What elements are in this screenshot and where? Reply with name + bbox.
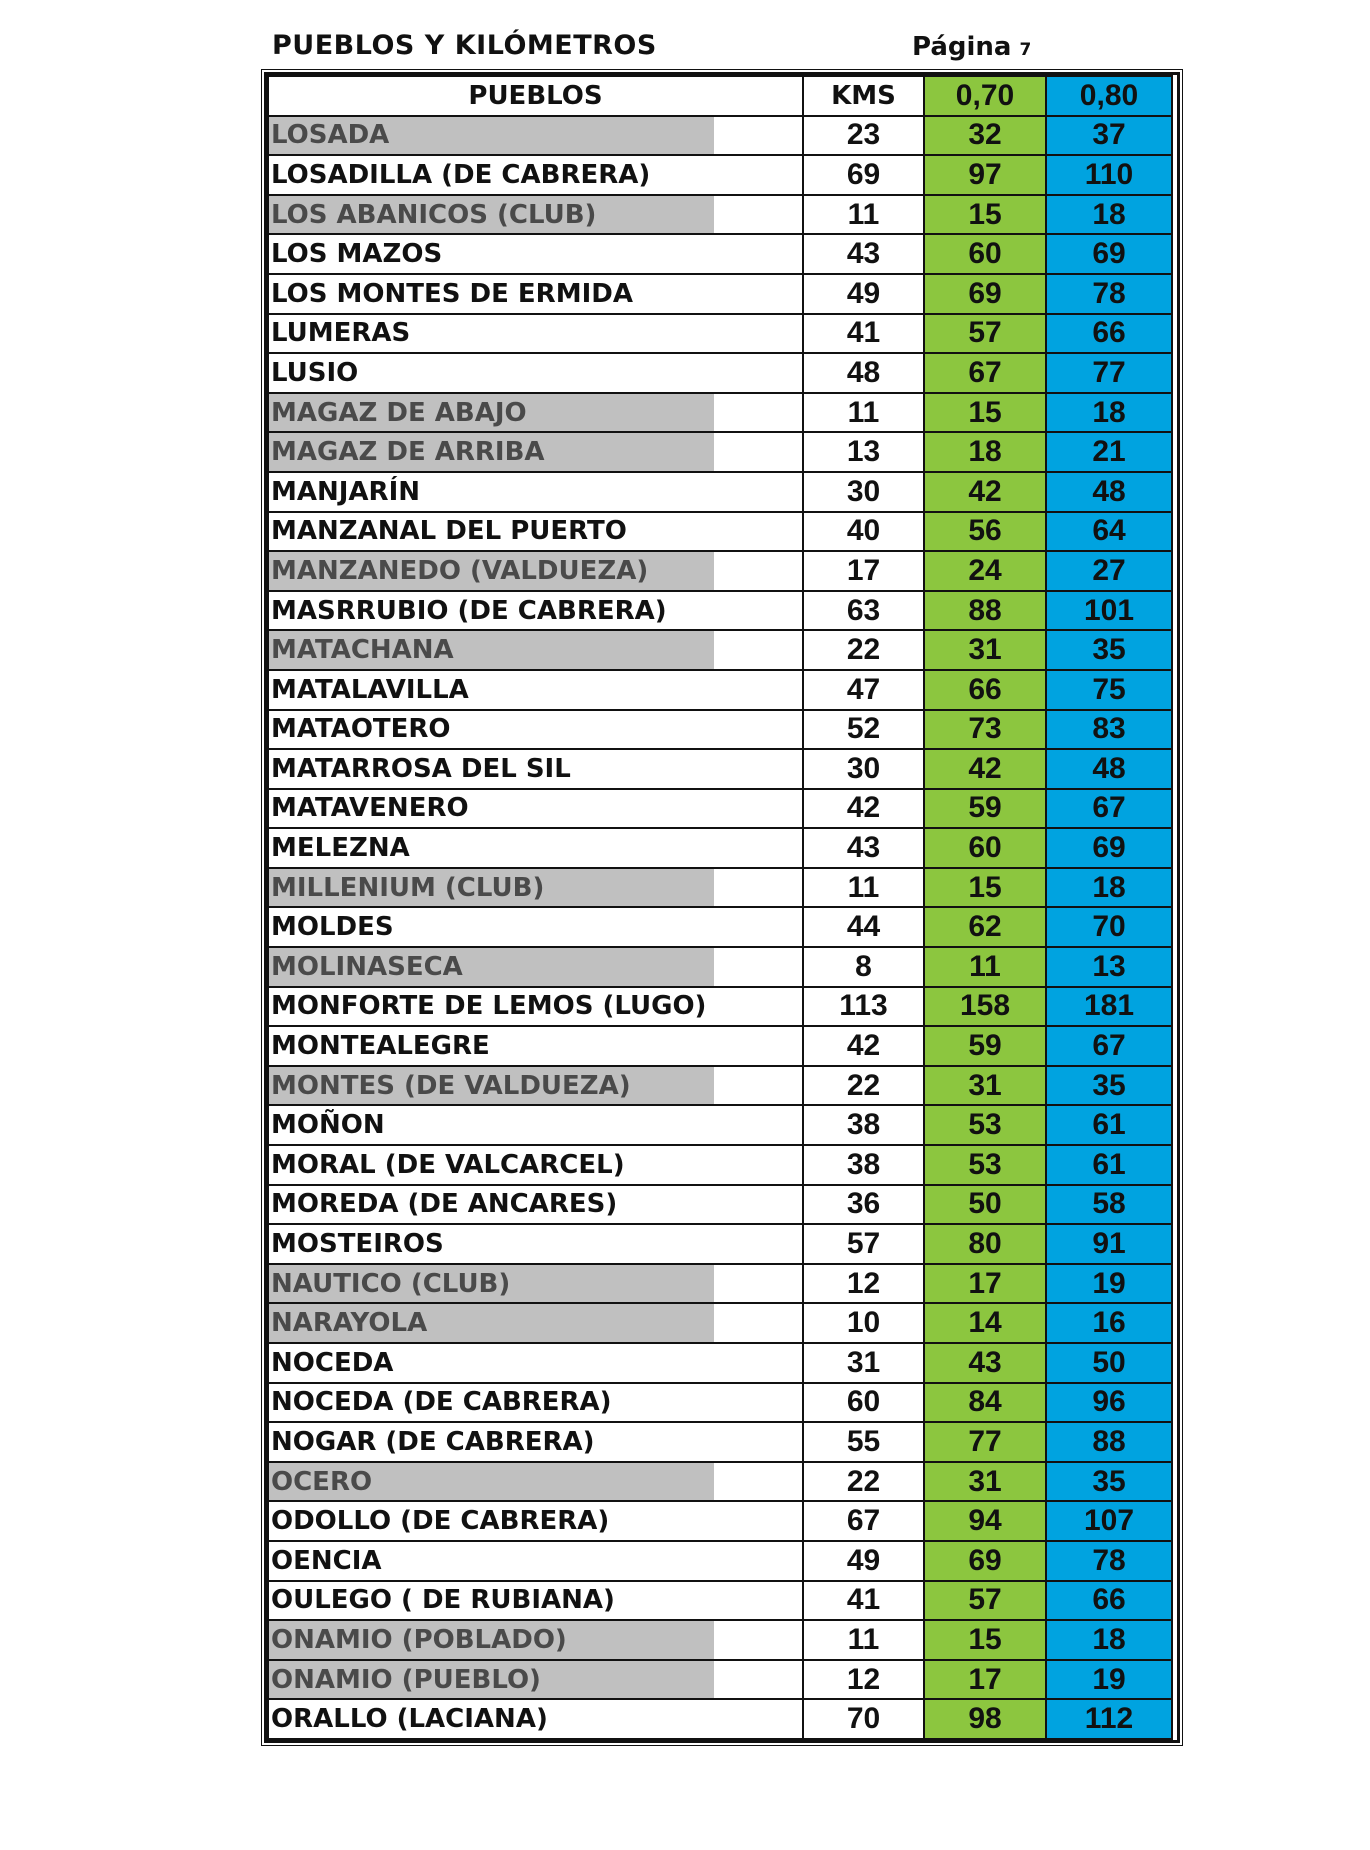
table-row (268, 749, 1172, 789)
table-row (268, 710, 1172, 750)
kms-cell: 67 (803, 1501, 924, 1541)
rate-080-cell: 19 (1046, 1660, 1172, 1700)
kms-cell: 57 (803, 1224, 924, 1264)
rate-080-cell: 66 (1046, 1581, 1172, 1621)
rate-070-cell: 62 (924, 907, 1046, 947)
rate-070-cell: 56 (924, 512, 1046, 552)
kms-cell: 55 (803, 1422, 924, 1462)
pueblo-cell (268, 274, 803, 314)
rate-070-cell: 67 (924, 353, 1046, 393)
pueblo-name: LOS ABANICOS (CLUB) (271, 199, 597, 230)
rate-080-cell: 21 (1046, 432, 1172, 472)
pueblo-cell (268, 749, 803, 789)
rate-070-cell: 59 (924, 1026, 1046, 1066)
pueblo-cell (268, 789, 803, 829)
pueblo-cell (268, 1145, 803, 1185)
rate-080-cell: 75 (1046, 670, 1172, 710)
pueblo-name: MOÑON (271, 1110, 385, 1141)
pueblo-cell (268, 353, 803, 393)
pueblo-name: NARAYOLA (271, 1308, 428, 1339)
rate-080-cell: 78 (1046, 1541, 1172, 1581)
rate-080-cell: 83 (1046, 710, 1172, 750)
pueblo-name: LOSADILLA (DE CABRERA) (271, 159, 651, 190)
pueblo-name: LOS MONTES DE ERMIDA (271, 278, 633, 309)
rate-080-cell: 13 (1046, 947, 1172, 987)
pueblo-name: MATARROSA DEL SIL (271, 753, 571, 784)
rate-080-cell: 107 (1046, 1501, 1172, 1541)
pueblo-name: MAGAZ DE ARRIBA (271, 437, 545, 468)
pueblo-cell (268, 195, 803, 235)
page-label (912, 32, 1031, 62)
kms-cell: 36 (803, 1185, 924, 1225)
rate-070-cell: 24 (924, 551, 1046, 591)
rate-070-cell: 97 (924, 155, 1046, 195)
rate-080-cell: 37 (1046, 116, 1172, 156)
kms-cell: 63 (803, 591, 924, 631)
pueblo-cell (268, 828, 803, 868)
table-row (268, 1264, 1172, 1304)
table-row (268, 1620, 1172, 1660)
pueblo-name: MONTEALEGRE (271, 1031, 490, 1062)
kms-cell: 23 (803, 116, 924, 156)
kms-cell: 47 (803, 670, 924, 710)
pueblo-cell (268, 432, 803, 472)
table-row (268, 1343, 1172, 1383)
kms-cell: 38 (803, 1145, 924, 1185)
table-row (268, 1660, 1172, 1700)
pueblo-cell (268, 472, 803, 512)
rate-070-cell: 50 (924, 1185, 1046, 1225)
document-title: PUEBLOS Y KILÓMETROS (272, 30, 657, 61)
kms-cell: 13 (803, 432, 924, 472)
pueblo-cell (268, 591, 803, 631)
rate-070-cell: 66 (924, 670, 1046, 710)
page-number: 7 (1019, 40, 1032, 60)
rate-080-cell: 35 (1046, 630, 1172, 670)
table-row (268, 155, 1172, 195)
pueblo-cell (268, 710, 803, 750)
kms-cell: 42 (803, 789, 924, 829)
pueblo-name: ORALLO (LACIANA) (271, 1704, 548, 1735)
rate-080-cell: 112 (1046, 1699, 1172, 1739)
rate-080-cell: 19 (1046, 1264, 1172, 1304)
kms-cell: 11 (803, 195, 924, 235)
pueblo-name: MATALAVILLA (271, 674, 469, 705)
page-word: Página (912, 32, 1012, 62)
rate-080-cell: 96 (1046, 1383, 1172, 1423)
rate-070-cell: 43 (924, 1343, 1046, 1383)
rate-070-cell: 80 (924, 1224, 1046, 1264)
table-row (268, 1105, 1172, 1145)
distance-table-frame (264, 72, 1180, 1743)
pueblo-name: MANJARÍN (271, 476, 421, 507)
rate-080-cell: 18 (1046, 393, 1172, 433)
kms-cell: 22 (803, 630, 924, 670)
rate-070-cell: 14 (924, 1303, 1046, 1343)
rate-080-cell: 66 (1046, 314, 1172, 354)
kms-cell: 38 (803, 1105, 924, 1145)
pueblo-cell (268, 1501, 803, 1541)
rate-070-cell: 15 (924, 393, 1046, 433)
rate-070-cell: 73 (924, 710, 1046, 750)
table-header-row (268, 76, 1172, 116)
rate-080-cell: 181 (1046, 987, 1172, 1027)
rate-070-cell: 88 (924, 591, 1046, 631)
table-row (268, 947, 1172, 987)
rate-080-cell: 35 (1046, 1462, 1172, 1502)
rate-080-cell: 101 (1046, 591, 1172, 631)
rate-070-cell: 31 (924, 1066, 1046, 1106)
kms-cell: 8 (803, 947, 924, 987)
kms-cell: 49 (803, 274, 924, 314)
pueblo-name: OENCIA (271, 1545, 382, 1576)
kms-cell: 113 (803, 987, 924, 1027)
rate-080-cell: 70 (1046, 907, 1172, 947)
rate-070-cell: 60 (924, 828, 1046, 868)
pueblo-name: MOSTEIROS (271, 1229, 444, 1260)
table-row (268, 1541, 1172, 1581)
table-row (268, 591, 1172, 631)
rate-080-cell: 69 (1046, 234, 1172, 274)
pueblo-cell (268, 1026, 803, 1066)
pueblo-name: MAGAZ DE ABAJO (271, 397, 527, 428)
kms-cell: 52 (803, 710, 924, 750)
rate-070-cell: 60 (924, 234, 1046, 274)
rate-080-cell: 77 (1046, 353, 1172, 393)
table-row (268, 195, 1172, 235)
pueblo-cell (268, 1581, 803, 1621)
rate-070-cell: 15 (924, 868, 1046, 908)
pueblo-name: MANZANEDO (VALDUEZA) (271, 555, 649, 586)
kms-cell: 41 (803, 1581, 924, 1621)
table-row (268, 789, 1172, 829)
kms-cell: 22 (803, 1066, 924, 1106)
rate-080-cell: 18 (1046, 1620, 1172, 1660)
rate-080-cell: 27 (1046, 551, 1172, 591)
kms-cell: 17 (803, 551, 924, 591)
pueblo-name: LUSIO (271, 357, 359, 388)
rate-070-cell: 32 (924, 116, 1046, 156)
column-header-rate-070: 0,70 (924, 76, 1046, 116)
distance-table (267, 75, 1173, 1740)
pueblo-name: ODOLLO (DE CABRERA) (271, 1506, 610, 1537)
kms-cell: 30 (803, 472, 924, 512)
table-row (268, 1224, 1172, 1264)
pueblo-cell (268, 1541, 803, 1581)
kms-cell: 41 (803, 314, 924, 354)
pueblo-cell (268, 1224, 803, 1264)
pueblo-name: NAUTICO (CLUB) (271, 1268, 511, 1299)
pueblo-name: OULEGO ( DE RUBIANA) (271, 1585, 615, 1616)
pueblo-name: ONAMIO (PUEBLO) (271, 1664, 541, 1695)
pueblo-name: MORAL (DE VALCARCEL) (271, 1149, 625, 1180)
rate-080-cell: 67 (1046, 1026, 1172, 1066)
pueblo-cell (268, 1699, 803, 1739)
pueblo-name: MATAVENERO (271, 793, 469, 824)
rate-080-cell: 18 (1046, 195, 1172, 235)
rate-080-cell: 67 (1046, 789, 1172, 829)
pueblo-name: MANZANAL DEL PUERTO (271, 516, 627, 547)
pueblo-cell (268, 1383, 803, 1423)
rate-070-cell: 98 (924, 1699, 1046, 1739)
rate-080-cell: 50 (1046, 1343, 1172, 1383)
rate-070-cell: 94 (924, 1501, 1046, 1541)
kms-cell: 43 (803, 234, 924, 274)
rate-080-cell: 48 (1046, 472, 1172, 512)
pueblo-name: MELEZNA (271, 833, 410, 864)
rate-070-cell: 53 (924, 1145, 1046, 1185)
pueblo-cell (268, 1660, 803, 1700)
pueblo-cell (268, 551, 803, 591)
table-row (268, 907, 1172, 947)
pueblo-name: MATAOTERO (271, 714, 451, 745)
kms-cell: 69 (803, 155, 924, 195)
table-row (268, 314, 1172, 354)
pueblo-cell (268, 1343, 803, 1383)
table-row (268, 1581, 1172, 1621)
table-row (268, 234, 1172, 274)
pueblo-name: MOLINASECA (271, 951, 463, 982)
rate-080-cell: 35 (1046, 1066, 1172, 1106)
rate-080-cell: 16 (1046, 1303, 1172, 1343)
pueblo-name: NOCEDA (DE CABRERA) (271, 1387, 612, 1418)
table-row (268, 630, 1172, 670)
pueblo-cell (268, 1264, 803, 1304)
pueblo-name: LOS MAZOS (271, 239, 443, 270)
table-row (268, 1501, 1172, 1541)
table-row (268, 274, 1172, 314)
kms-cell: 48 (803, 353, 924, 393)
pueblo-cell (268, 987, 803, 1027)
kms-cell: 60 (803, 1383, 924, 1423)
rate-080-cell: 61 (1046, 1145, 1172, 1185)
table-row (268, 393, 1172, 433)
rate-070-cell: 15 (924, 1620, 1046, 1660)
kms-cell: 70 (803, 1699, 924, 1739)
rate-080-cell: 69 (1046, 828, 1172, 868)
rate-080-cell: 58 (1046, 1185, 1172, 1225)
pueblo-name: MONFORTE DE LEMOS (LUGO) (271, 991, 707, 1022)
rate-070-cell: 11 (924, 947, 1046, 987)
table-row (268, 1303, 1172, 1343)
table-row (268, 1422, 1172, 1462)
table-row (268, 116, 1172, 156)
rate-080-cell: 61 (1046, 1105, 1172, 1145)
rate-070-cell: 17 (924, 1264, 1046, 1304)
rate-080-cell: 18 (1046, 868, 1172, 908)
rate-070-cell: 57 (924, 314, 1046, 354)
rate-070-cell: 42 (924, 472, 1046, 512)
table-row (268, 1699, 1172, 1739)
kms-cell: 43 (803, 828, 924, 868)
table-row (268, 432, 1172, 472)
pueblo-name: MATACHANA (271, 635, 454, 666)
rate-070-cell: 69 (924, 1541, 1046, 1581)
rate-070-cell: 17 (924, 1660, 1046, 1700)
pueblo-cell (268, 1066, 803, 1106)
column-header-rate-080: 0,80 (1046, 76, 1172, 116)
rate-070-cell: 69 (924, 274, 1046, 314)
rate-070-cell: 53 (924, 1105, 1046, 1145)
pueblo-cell (268, 512, 803, 552)
pueblo-name: MASRRUBIO (DE CABRERA) (271, 595, 667, 626)
table-row (268, 670, 1172, 710)
pueblo-name: NOCEDA (271, 1347, 394, 1378)
pueblo-cell (268, 670, 803, 710)
table-row (268, 472, 1172, 512)
table-row (268, 1462, 1172, 1502)
kms-cell: 31 (803, 1343, 924, 1383)
rate-070-cell: 77 (924, 1422, 1046, 1462)
table-row (268, 828, 1172, 868)
kms-cell: 40 (803, 512, 924, 552)
rate-070-cell: 59 (924, 789, 1046, 829)
pueblo-cell (268, 1422, 803, 1462)
table-row (268, 512, 1172, 552)
table-row (268, 353, 1172, 393)
pueblo-cell (268, 868, 803, 908)
pueblo-name: LOSADA (271, 120, 390, 151)
rate-070-cell: 158 (924, 987, 1046, 1027)
pueblo-name: MONTES (DE VALDUEZA) (271, 1070, 631, 1101)
kms-cell: 11 (803, 393, 924, 433)
pueblo-name: MOLDES (271, 912, 394, 943)
rate-070-cell: 84 (924, 1383, 1046, 1423)
kms-cell: 10 (803, 1303, 924, 1343)
table-row (268, 551, 1172, 591)
pueblo-name: OCERO (271, 1466, 373, 1497)
rate-080-cell: 88 (1046, 1422, 1172, 1462)
pueblo-cell (268, 234, 803, 274)
rate-080-cell: 78 (1046, 274, 1172, 314)
table-row (268, 1026, 1172, 1066)
rate-080-cell: 48 (1046, 749, 1172, 789)
pueblo-cell (268, 393, 803, 433)
pueblo-cell (268, 155, 803, 195)
rate-070-cell: 42 (924, 749, 1046, 789)
rate-080-cell: 91 (1046, 1224, 1172, 1264)
rate-070-cell: 31 (924, 630, 1046, 670)
kms-cell: 11 (803, 868, 924, 908)
table-body (268, 116, 1172, 1739)
column-header-kms: KMS (803, 76, 924, 116)
rate-080-cell: 110 (1046, 155, 1172, 195)
pueblo-name: LUMERAS (271, 318, 411, 349)
pueblo-cell (268, 1303, 803, 1343)
pueblo-cell (268, 1620, 803, 1660)
pueblo-cell (268, 1462, 803, 1502)
kms-cell: 11 (803, 1620, 924, 1660)
table-row (268, 987, 1172, 1027)
table-row (268, 1185, 1172, 1225)
pueblo-name: ONAMIO (POBLADO) (271, 1624, 567, 1655)
pueblo-cell (268, 1105, 803, 1145)
rate-070-cell: 15 (924, 195, 1046, 235)
kms-cell: 30 (803, 749, 924, 789)
pueblo-cell (268, 1185, 803, 1225)
pueblo-name: NOGAR (DE CABRERA) (271, 1426, 595, 1457)
pueblo-cell (268, 947, 803, 987)
kms-cell: 12 (803, 1660, 924, 1700)
pueblo-cell (268, 630, 803, 670)
table-row (268, 1145, 1172, 1185)
table-row (268, 1383, 1172, 1423)
rate-070-cell: 57 (924, 1581, 1046, 1621)
kms-cell: 44 (803, 907, 924, 947)
rate-080-cell: 64 (1046, 512, 1172, 552)
column-header-pueblos: PUEBLOS (268, 76, 803, 116)
kms-cell: 42 (803, 1026, 924, 1066)
rate-070-cell: 18 (924, 432, 1046, 472)
rate-070-cell: 31 (924, 1462, 1046, 1502)
pueblo-cell (268, 314, 803, 354)
kms-cell: 12 (803, 1264, 924, 1304)
kms-cell: 22 (803, 1462, 924, 1502)
pueblo-name: MOREDA (DE ANCARES) (271, 1189, 618, 1220)
table-row (268, 1066, 1172, 1106)
table-row (268, 868, 1172, 908)
pueblo-cell (268, 116, 803, 156)
pueblo-name: MILLENIUM (CLUB) (271, 872, 545, 903)
pueblo-cell (268, 907, 803, 947)
kms-cell: 49 (803, 1541, 924, 1581)
